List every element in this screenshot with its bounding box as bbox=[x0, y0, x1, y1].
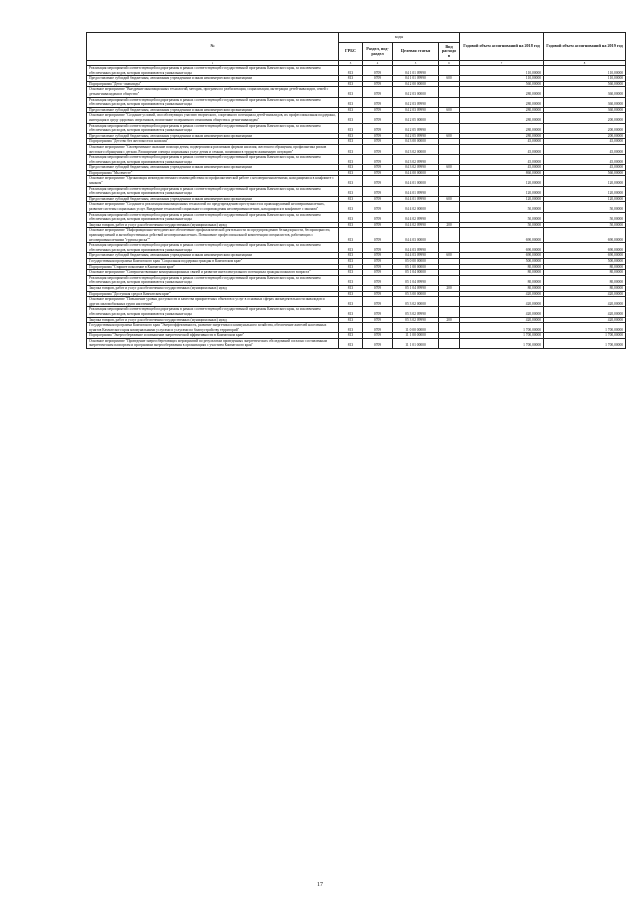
amount-2019: 420,00000 bbox=[544, 307, 626, 317]
grbs-code: 813 bbox=[339, 333, 363, 339]
amount-2018: 1 700,00000 bbox=[460, 338, 544, 348]
amount-2019: 120,00000 bbox=[544, 176, 626, 186]
grbs-code: 813 bbox=[339, 202, 363, 212]
header-grbs: ГРБС bbox=[339, 43, 363, 61]
target-article-code: 05 3 02 09990 bbox=[393, 317, 439, 323]
target-article-code: 04 4 03 09990 bbox=[393, 253, 439, 259]
section-code: 0709 bbox=[363, 228, 393, 243]
grbs-code: 813 bbox=[339, 285, 363, 291]
expense-type-code bbox=[439, 297, 460, 307]
amount-2019: 360,00000 bbox=[544, 87, 626, 97]
row-name: Подпрограмма "Детство без жестокости и насилия" bbox=[87, 139, 339, 145]
grbs-code: 813 bbox=[339, 139, 363, 145]
section-code: 0709 bbox=[363, 317, 393, 323]
row-name: Основное мероприятие "Совершенствование коммуникационных связей и развитие интеллектуального потенциала граждан пожилого возраста" bbox=[87, 270, 339, 276]
grbs-code: 813 bbox=[339, 323, 363, 333]
amount-2019: 1 700,00000 bbox=[544, 323, 626, 333]
amount-2018: 1 700,00000 bbox=[460, 333, 544, 339]
section-code: 0709 bbox=[363, 113, 393, 123]
amount-2018: 420,00000 bbox=[460, 291, 544, 297]
amount-2018: 120,00000 bbox=[460, 176, 544, 186]
index-cell: 4 bbox=[363, 61, 393, 66]
amount-2018: 560,00000 bbox=[460, 81, 544, 87]
amount-2018: 500,00000 bbox=[460, 258, 544, 264]
section-code: 0709 bbox=[363, 333, 393, 339]
grbs-code: 813 bbox=[339, 170, 363, 176]
section-code: 0709 bbox=[363, 253, 393, 259]
expense-type-code bbox=[439, 243, 460, 253]
table-row bbox=[87, 307, 626, 317]
index-cell: 6 bbox=[439, 61, 460, 66]
section-code: 0709 bbox=[363, 285, 393, 291]
amount-2019: 50,00000 bbox=[544, 202, 626, 212]
table-row bbox=[87, 123, 626, 133]
index-cell: 1 bbox=[87, 61, 339, 66]
amount-2018: 860,00000 bbox=[460, 170, 544, 176]
amount-2019: 200,00000 bbox=[544, 133, 626, 139]
target-article-code: 05 3 00 00000 bbox=[393, 291, 439, 297]
expense-type-code bbox=[439, 97, 460, 107]
expense-type-code: 600 bbox=[439, 165, 460, 171]
amount-2019: 80,00000 bbox=[544, 264, 626, 270]
section-code: 0709 bbox=[363, 258, 393, 264]
amount-2019: 690,00000 bbox=[544, 228, 626, 243]
expense-type-code: 200 bbox=[439, 285, 460, 291]
section-code: 0709 bbox=[363, 81, 393, 87]
target-article-code: 05 0 00 00000 bbox=[393, 258, 439, 264]
section-code: 0709 bbox=[363, 97, 393, 107]
amount-2018: 690,00000 bbox=[460, 253, 544, 259]
amount-2018: 120,00000 bbox=[460, 196, 544, 202]
amount-2019: 690,00000 bbox=[544, 243, 626, 253]
target-article-code: 04 4 01 00000 bbox=[393, 176, 439, 186]
amount-2018: 80,00000 bbox=[460, 264, 544, 270]
page-number: 17 bbox=[317, 882, 323, 888]
target-article-code: 04 3 02 00000 bbox=[393, 144, 439, 154]
section-code: 0709 bbox=[363, 222, 393, 228]
header-expense-type: Вид расходов bbox=[439, 43, 460, 61]
table-header bbox=[87, 33, 626, 61]
grbs-code: 813 bbox=[339, 66, 363, 76]
row-name: Закупка товаров, работ и услуг для обеспечения государственных (муниципальных) нужд bbox=[87, 285, 339, 291]
index-cell: 3 bbox=[339, 61, 363, 66]
header-section: Раздел, под-раздел bbox=[363, 43, 393, 61]
grbs-code: 813 bbox=[339, 87, 363, 97]
index-cell: 5 bbox=[393, 61, 439, 66]
target-article-code: 04 3 00 00000 bbox=[393, 139, 439, 145]
grbs-code: 813 bbox=[339, 113, 363, 123]
expense-type-code bbox=[439, 144, 460, 154]
grbs-code: 813 bbox=[339, 258, 363, 264]
grbs-code: 813 bbox=[339, 212, 363, 222]
target-article-code: 11 0 00 00000 bbox=[393, 323, 439, 333]
amount-2019: 500,00000 bbox=[544, 258, 626, 264]
target-article-code: 04 2 05 09990 bbox=[393, 123, 439, 133]
target-article-code: 04 2 03 09990 bbox=[393, 97, 439, 107]
table-row bbox=[87, 275, 626, 285]
grbs-code: 813 bbox=[339, 228, 363, 243]
row-name: Реализация мероприятий соответствующей подпрограммы в рамках соответствующей государственной программы Камчатского края, за исключением обеспеченных расходов, которым присваиваются уникальные коды bbox=[87, 186, 339, 196]
row-name: Основное мероприятие "Внедрение инновационных технологий, методик, программ по реабилитации, социализации, интеграции детей-инвалидов, семей с детьми-инвалидами в общество" bbox=[87, 87, 339, 97]
grbs-code: 813 bbox=[339, 275, 363, 285]
grbs-code: 813 bbox=[339, 338, 363, 348]
target-article-code: 04 4 03 00000 bbox=[393, 228, 439, 243]
target-article-code: 04 4 02 09990 bbox=[393, 222, 439, 228]
section-code: 0709 bbox=[363, 297, 393, 307]
row-name: Основное мероприятие "Создание условий, способствующих участию творческого, спортивного потенциала детей-инвалидов, их профессиональная поддержка, интеграция в среду здоровых сверстников, воспитание толерантного отношения общества к детям-инвалидам" bbox=[87, 113, 339, 123]
amount-2019: 45,00000 bbox=[544, 165, 626, 171]
target-article-code: 04 4 02 09990 bbox=[393, 212, 439, 222]
section-code: 0709 bbox=[363, 186, 393, 196]
row-name: Реализация мероприятий соответствующей подпрограммы в рамках соответствующей государственной программы Камчатского края, за исключением обеспеченных расходов, которым присваиваются уникальные коды bbox=[87, 155, 339, 165]
amount-2019: 120,00000 bbox=[544, 196, 626, 202]
header-codes: коды bbox=[339, 33, 460, 43]
expense-type-code: 600 bbox=[439, 133, 460, 139]
grbs-code: 813 bbox=[339, 186, 363, 196]
amount-2018: 280,00000 bbox=[460, 107, 544, 113]
row-name: Основное мероприятие "Повышение уровня доступности и качества приоритетных объектов и услуг в основных сферах жизнедеятельности инвалидов и других маломобильных групп населения" bbox=[87, 297, 339, 307]
section-code: 0709 bbox=[363, 176, 393, 186]
budget-table bbox=[86, 32, 626, 349]
target-article-code: 05 1 04 09990 bbox=[393, 285, 439, 291]
grbs-code: 813 bbox=[339, 307, 363, 317]
grbs-code: 813 bbox=[339, 297, 363, 307]
amount-2018: 50,00000 bbox=[460, 202, 544, 212]
row-name: Государственная программа Камчатского края "Энергоэффективность, развитие энергетики и коммунального хозяйства, обеспечение жителей населенных пунктов Камчатского края коммунальными услугами и услугами по благоустройству территорий" bbox=[87, 323, 339, 333]
row-name: Основное мероприятие "Создание и реализация инновационных технологий по предупреждению преступности и правонарушений несовершеннолетних, развитие системы социальных услуг. Внедрение технологий социального сопровождения несовершеннолетних, находящихся в конфликте с законом" bbox=[87, 202, 339, 212]
section-code: 0709 bbox=[363, 307, 393, 317]
row-name: Государственная программа Камчатского края "Социальная поддержка граждан в Камчатском крае" bbox=[87, 258, 339, 264]
amount-2018: 280,00000 bbox=[460, 97, 544, 107]
expense-type-code bbox=[439, 307, 460, 317]
target-article-code: 05 1 04 00000 bbox=[393, 270, 439, 276]
section-code: 0709 bbox=[363, 76, 393, 82]
grbs-code: 813 bbox=[339, 133, 363, 139]
grbs-code: 813 bbox=[339, 222, 363, 228]
amount-2018: 690,00000 bbox=[460, 243, 544, 253]
target-article-code: 04 4 02 00000 bbox=[393, 202, 439, 212]
table-row bbox=[87, 228, 626, 243]
target-article-code: 04 4 01 09990 bbox=[393, 186, 439, 196]
amount-2018: 280,00000 bbox=[460, 113, 544, 123]
amount-2019: 110,00000 bbox=[544, 76, 626, 82]
row-name: Закупка товаров, работ и услуг для обеспечения государственных (муниципальных) нужд bbox=[87, 317, 339, 323]
expense-type-code: 200 bbox=[439, 317, 460, 323]
section-code: 0709 bbox=[363, 323, 393, 333]
expense-type-code bbox=[439, 323, 460, 333]
section-code: 0709 bbox=[363, 196, 393, 202]
amount-2018: 690,00000 bbox=[460, 228, 544, 243]
amount-2019: 690,00000 bbox=[544, 253, 626, 259]
row-name: Основное мероприятие "Информационно-методическое обеспечение профилактической деятельности по предупреждению безнадзорности, беспризорности, правонарушений и антиобщественных действий несовершеннолетних. Повышение профессиональной компетенции специалистов, работающих с несовершеннолетними "группы риска"" bbox=[87, 228, 339, 243]
section-code: 0709 bbox=[363, 243, 393, 253]
grbs-code: 813 bbox=[339, 253, 363, 259]
header-number: № bbox=[87, 33, 339, 61]
amount-2019: 110,00000 bbox=[544, 66, 626, 76]
amount-2018: 80,00000 bbox=[460, 275, 544, 285]
amount-2019: 45,00000 bbox=[544, 144, 626, 154]
row-name: Реализация мероприятий соответствующей подпрограммы в рамках соответствующей государственной программы Камчатского края, за исключением обеспеченных расходов, которым присваиваются уникальные коды bbox=[87, 275, 339, 285]
grbs-code: 813 bbox=[339, 317, 363, 323]
expense-type-code bbox=[439, 338, 460, 348]
row-name: Предоставление субсидий бюджетным, автономным учреждениям и иным некоммерческим организациям bbox=[87, 107, 339, 113]
row-name: Подпрограмма "Мы вместе" bbox=[87, 170, 339, 176]
row-name: Подпрограмма "Дети - инвалиды" bbox=[87, 81, 339, 87]
amount-2019: 50,00000 bbox=[544, 212, 626, 222]
row-name: Предоставление субсидий бюджетным, автономным учреждениям и иным некоммерческим организациям bbox=[87, 133, 339, 139]
grbs-code: 813 bbox=[339, 196, 363, 202]
amount-2019: 360,00000 bbox=[544, 107, 626, 113]
expense-type-code bbox=[439, 186, 460, 196]
row-name: Реализация мероприятий соответствующей подпрограммы в рамках соответствующей государственной программы Камчатского края, за исключением обеспеченных расходов, которым присваиваются уникальные коды bbox=[87, 243, 339, 253]
header-2019: Годовой объем ассигнований на 2019 год bbox=[544, 33, 626, 61]
grbs-code: 813 bbox=[339, 81, 363, 87]
amount-2018: 45,00000 bbox=[460, 139, 544, 145]
target-article-code: 04 2 00 00000 bbox=[393, 81, 439, 87]
expense-type-code: 600 bbox=[439, 107, 460, 113]
row-name: Предоставление субсидий бюджетным, автономным учреждениям и иным некоммерческим организациям bbox=[87, 76, 339, 82]
target-article-code: 04 4 00 00000 bbox=[393, 170, 439, 176]
table-row bbox=[87, 186, 626, 196]
section-code: 0709 bbox=[363, 144, 393, 154]
target-article-code: 05 1 00 00000 bbox=[393, 264, 439, 270]
row-name: Реализация мероприятий соответствующей подпрограммы в рамках соответствующей государственной программы Камчатского края, за исключением обеспеченных расходов, которым присваиваются уникальные коды bbox=[87, 123, 339, 133]
amount-2019: 420,00000 bbox=[544, 297, 626, 307]
expense-type-code bbox=[439, 66, 460, 76]
grbs-code: 813 bbox=[339, 291, 363, 297]
row-name: Основное мероприятие "Своевременное оказание помощи детям, подвергшимся различным формам насилия, жестокого обращения, профилактика рисков жестокого обращения с детьми. Расширение спектра социальных услуг детям и семьям, попавшим в трудную жизненную ситуацию" bbox=[87, 144, 339, 154]
table-row bbox=[87, 66, 626, 76]
grbs-code: 813 bbox=[339, 76, 363, 82]
section-code: 0709 bbox=[363, 123, 393, 133]
section-code: 0709 bbox=[363, 275, 393, 285]
amount-2018: 420,00000 bbox=[460, 307, 544, 317]
grbs-code: 813 bbox=[339, 270, 363, 276]
expense-type-code bbox=[439, 113, 460, 123]
amount-2018: 80,00000 bbox=[460, 270, 544, 276]
target-article-code: 05 3 02 09990 bbox=[393, 307, 439, 317]
section-code: 0709 bbox=[363, 107, 393, 113]
amount-2019: 50,00000 bbox=[544, 222, 626, 228]
expense-type-code bbox=[439, 123, 460, 133]
header-target-article: Целевая статья bbox=[393, 43, 439, 61]
amount-2019: 200,00000 bbox=[544, 113, 626, 123]
section-code: 0709 bbox=[363, 270, 393, 276]
row-name: Реализация мероприятий соответствующей подпрограммы в рамках соответствующей государственной программы Камчатского края, за исключением обеспеченных расходов, которым присваиваются уникальные коды bbox=[87, 66, 339, 76]
target-article-code: 04 2 03 00000 bbox=[393, 87, 439, 97]
row-name: Реализация мероприятий соответствующей подпрограммы в рамках соответствующей государственной программы Камчатского края, за исключением обеспеченных расходов, которым присваиваются уникальные коды bbox=[87, 97, 339, 107]
table-row bbox=[87, 202, 626, 212]
section-code: 0709 bbox=[363, 291, 393, 297]
row-name: Основное мероприятие "Организация межведомственного взаимодействия по профилактической работе с несовершеннолетними, находящимися в конфликте с законом" bbox=[87, 176, 339, 186]
amount-2018: 1 700,00000 bbox=[460, 323, 544, 333]
section-code: 0709 bbox=[363, 133, 393, 139]
section-code: 0709 bbox=[363, 165, 393, 171]
section-code: 0709 bbox=[363, 139, 393, 145]
row-name: Закупка товаров, работ и услуг для обеспечения государственных (муниципальных) нужд bbox=[87, 222, 339, 228]
row-name: Реализация мероприятий соответствующей подпрограммы в рамках соответствующей государственной программы Камчатского края, за исключением обеспеченных расходов, которым присваиваются уникальные коды bbox=[87, 212, 339, 222]
grbs-code: 813 bbox=[339, 144, 363, 154]
grbs-code: 813 bbox=[339, 176, 363, 186]
amount-2019: 80,00000 bbox=[544, 285, 626, 291]
target-article-code: 04 2 03 09990 bbox=[393, 107, 439, 113]
row-name: Предоставление субсидий бюджетным, автономным учреждениям и иным некоммерческим организациям bbox=[87, 253, 339, 259]
row-name: Подпрограмма "Старшее поколение в Камчатском крае" bbox=[87, 264, 339, 270]
expense-type-code bbox=[439, 87, 460, 97]
row-name: Предоставление субсидий бюджетным, автономным учреждениям и иным некоммерческим организациям bbox=[87, 165, 339, 171]
grbs-code: 813 bbox=[339, 107, 363, 113]
amount-2018: 280,00000 bbox=[460, 87, 544, 97]
amount-2018: 50,00000 bbox=[460, 212, 544, 222]
amount-2018: 45,00000 bbox=[460, 155, 544, 165]
table-row bbox=[87, 113, 626, 123]
table-row bbox=[87, 176, 626, 186]
grbs-code: 813 bbox=[339, 243, 363, 253]
expense-type-code bbox=[439, 212, 460, 222]
table-row bbox=[87, 338, 626, 348]
target-article-code: 05 1 04 09990 bbox=[393, 275, 439, 285]
row-name: Основное мероприятие "Проведение энергосберегающих мероприятий по результатам проведенных энергетических обследований согласно составленным энергетическим паспортам и программам энергосбережения в организациях с участием Камчатского края" bbox=[87, 338, 339, 348]
table-row bbox=[87, 144, 626, 154]
target-article-code: 11 1 00 00000 bbox=[393, 333, 439, 339]
expense-type-code bbox=[439, 275, 460, 285]
table-row bbox=[87, 87, 626, 97]
target-article-code: 04 3 02 09990 bbox=[393, 155, 439, 165]
amount-2018: 45,00000 bbox=[460, 144, 544, 154]
section-code: 0709 bbox=[363, 212, 393, 222]
grbs-code: 813 bbox=[339, 123, 363, 133]
expense-type-code bbox=[439, 155, 460, 165]
amount-2019: 80,00000 bbox=[544, 270, 626, 276]
amount-2018: 110,00000 bbox=[460, 66, 544, 76]
table-body bbox=[87, 61, 626, 349]
target-article-code: 04 2 05 09990 bbox=[393, 133, 439, 139]
expense-type-code: 600 bbox=[439, 76, 460, 82]
amount-2019: 420,00000 bbox=[544, 291, 626, 297]
index-cell: 8 bbox=[544, 61, 626, 66]
row-name: Подпрограмма "Энергосбережение и повышение энергетической эффективности в Камчатском крае" bbox=[87, 333, 339, 339]
amount-2019: 80,00000 bbox=[544, 275, 626, 285]
target-article-code: 04 4 03 09990 bbox=[393, 243, 439, 253]
amount-2018: 80,00000 bbox=[460, 285, 544, 291]
grbs-code: 813 bbox=[339, 264, 363, 270]
amount-2018: 110,00000 bbox=[460, 76, 544, 82]
expense-type-code: 600 bbox=[439, 196, 460, 202]
amount-2019: 45,00000 bbox=[544, 155, 626, 165]
table-row bbox=[87, 243, 626, 253]
amount-2018: 45,00000 bbox=[460, 165, 544, 171]
amount-2018: 280,00000 bbox=[460, 133, 544, 139]
amount-2019: 420,00000 bbox=[544, 317, 626, 323]
table-row bbox=[87, 212, 626, 222]
grbs-code: 813 bbox=[339, 155, 363, 165]
header-2018: Годовой объем ассигнований на 2018 год bbox=[460, 33, 544, 61]
target-article-code: 04 3 02 09990 bbox=[393, 165, 439, 171]
expense-type-code bbox=[439, 202, 460, 212]
target-article-code: 04 1 01 09990 bbox=[393, 76, 439, 82]
row-name: Реализация мероприятий соответствующей подпрограммы в рамках соответствующей государственной программы Камчатского края, за исключением обеспеченных расходов, которым присваиваются уникальные коды bbox=[87, 307, 339, 317]
section-code: 0709 bbox=[363, 170, 393, 176]
target-article-code: 05 3 02 00000 bbox=[393, 297, 439, 307]
target-article-code: 11 1 01 00000 bbox=[393, 338, 439, 348]
expense-type-code: 200 bbox=[439, 222, 460, 228]
amount-2018: 280,00000 bbox=[460, 123, 544, 133]
table-row bbox=[87, 323, 626, 333]
amount-2019: 1 700,00000 bbox=[544, 338, 626, 348]
row-name: Предоставление субсидий бюджетным, автономным учреждениям и иным некоммерческим организациям bbox=[87, 196, 339, 202]
section-code: 0709 bbox=[363, 338, 393, 348]
target-article-code: 04 1 01 09990 bbox=[393, 66, 439, 76]
section-code: 0709 bbox=[363, 87, 393, 97]
amount-2019: 560,00000 bbox=[544, 81, 626, 87]
amount-2019: 120,00000 bbox=[544, 186, 626, 196]
amount-2019: 1 700,00000 bbox=[544, 333, 626, 339]
amount-2019: 200,00000 bbox=[544, 123, 626, 133]
target-article-code: 04 2 05 00000 bbox=[393, 113, 439, 123]
index-cell: 7 bbox=[460, 61, 544, 66]
expense-type-code: 600 bbox=[439, 253, 460, 259]
expense-type-code bbox=[439, 228, 460, 243]
grbs-code: 813 bbox=[339, 97, 363, 107]
section-code: 0709 bbox=[363, 66, 393, 76]
amount-2018: 420,00000 bbox=[460, 297, 544, 307]
table-row bbox=[87, 297, 626, 307]
amount-2018: 420,00000 bbox=[460, 317, 544, 323]
section-code: 0709 bbox=[363, 264, 393, 270]
table-row bbox=[87, 97, 626, 107]
grbs-code: 813 bbox=[339, 165, 363, 171]
amount-2018: 120,00000 bbox=[460, 186, 544, 196]
section-code: 0709 bbox=[363, 155, 393, 165]
row-name: Подпрограмма "Доступная среда в Камчатском крае" bbox=[87, 291, 339, 297]
amount-2019: 45,00000 bbox=[544, 139, 626, 145]
section-code: 0709 bbox=[363, 202, 393, 212]
target-article-code: 04 4 01 09990 bbox=[393, 196, 439, 202]
table-row bbox=[87, 155, 626, 165]
expense-type-code bbox=[439, 176, 460, 186]
amount-2019: 560,00000 bbox=[544, 170, 626, 176]
amount-2018: 50,00000 bbox=[460, 222, 544, 228]
amount-2019: 360,00000 bbox=[544, 97, 626, 107]
